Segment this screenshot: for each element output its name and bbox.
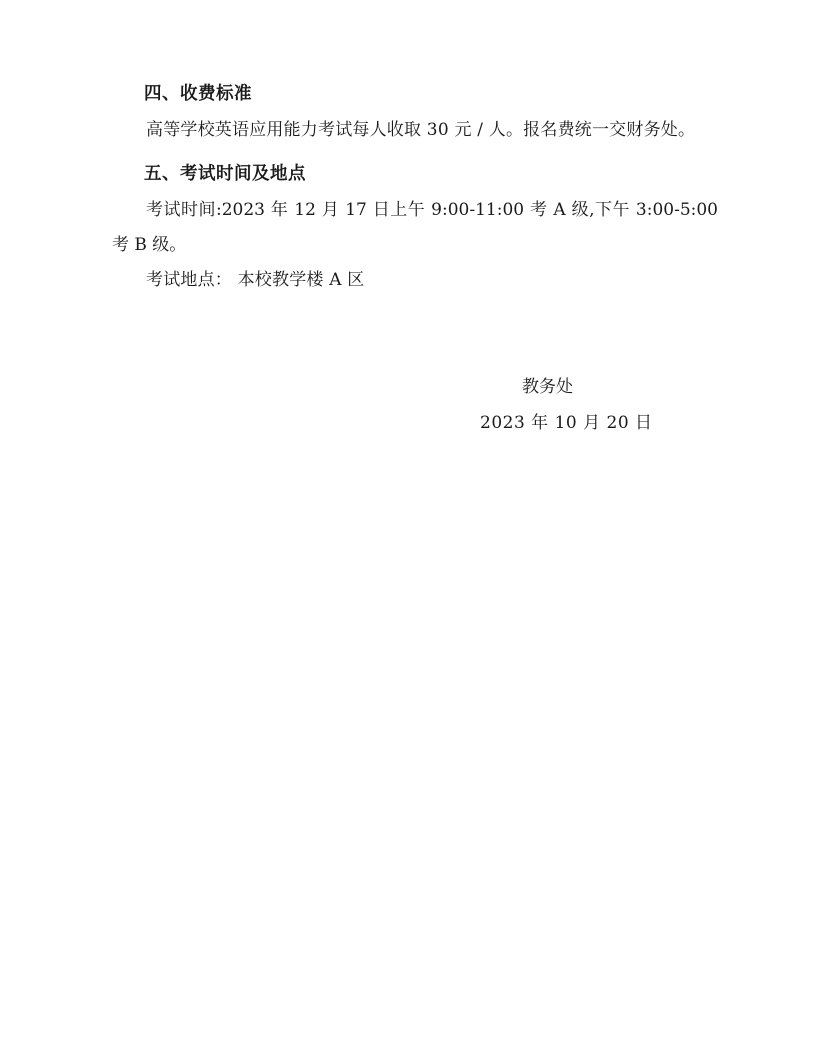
vertical-spacer <box>112 298 718 370</box>
section-paragraph-fees: 高等学校英语应用能力考试每人收取 30 元 / 人。报名费统一交财务处。 <box>146 120 696 141</box>
signature-date: 2023 年 10 月 20 日 <box>480 412 653 433</box>
section-heading-fees: 四、收费标准 <box>144 84 252 104</box>
section-paragraph-exam-time: 考试时间:2023 年 12 月 17 日上午 9:00-11:00 考 A 级,下午 3:00-5:00 考 B 级。 <box>112 200 718 256</box>
signature-organization: 教务处 <box>522 376 573 397</box>
section-paragraph-exam-place: 考试地点： 本校教学楼 A 区 <box>146 270 365 291</box>
signature-block <box>112 370 718 441</box>
section-heading-time-place: 五、考试时间及地点 <box>144 164 306 185</box>
